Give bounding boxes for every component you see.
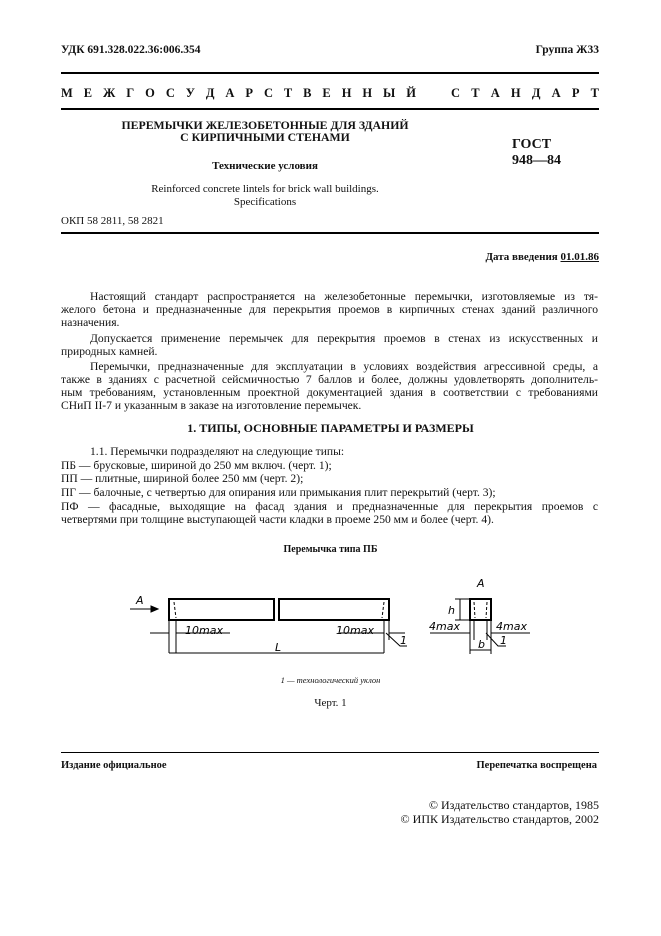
banner-left	[61, 86, 416, 101]
dim-4max-right: 4max	[496, 620, 527, 633]
banner-letter: Ж	[103, 86, 116, 100]
dim-width: b	[478, 638, 485, 651]
paragraph-line: назначения.	[61, 316, 120, 329]
banner-letter: Н	[510, 86, 521, 100]
callout-1-section: 1	[500, 634, 507, 647]
figure-caption: Черт. 1	[314, 697, 347, 709]
list-line: ПБ — брусковые, шириной до 250 мм включ. (черт. 1);	[61, 459, 332, 472]
banner-letter: О	[145, 86, 155, 100]
banner-letter: Т	[283, 86, 293, 100]
banner-letter: Н	[341, 86, 352, 100]
banner-letter: Р	[245, 86, 254, 100]
banner-letter: Д	[205, 86, 215, 100]
subtitle: Технические условия	[212, 160, 318, 172]
banner-letter: Т	[590, 86, 599, 100]
dim-10max-left: 10max	[185, 624, 223, 637]
banner-letter: Н	[362, 86, 373, 100]
beam-left-segment	[169, 599, 274, 620]
banner-letter: С	[165, 86, 175, 100]
banner-letter: Ы	[383, 86, 396, 100]
divider	[61, 232, 599, 234]
paragraph-line: Допускается применение перемычек для перекрытия проемов в стенах из искусственных и	[90, 332, 598, 345]
copyright-2002: © ИПК Издательство стандартов, 2002	[400, 812, 599, 826]
banner-letter: С	[263, 86, 273, 100]
divider	[61, 752, 599, 753]
introduction-date	[485, 251, 599, 263]
banner-letter: Й	[406, 86, 416, 100]
okp-code: ОКП 58 2811, 58 2821	[61, 215, 164, 227]
beam-right-segment	[279, 599, 389, 620]
gost-label: ГОСТ	[512, 137, 552, 152]
banner-letter: В	[303, 86, 312, 100]
banner-letter: Д	[531, 86, 541, 100]
title-line-2: С КИРПИЧНЫМИ СТЕНАМИ	[180, 130, 350, 144]
paragraph-line: Настоящий стандарт распространяется на железобетонные перемычки, изготовляемые из тя-	[90, 290, 598, 303]
paragraph-line: ным требованиям, установленным проектной документацией здания в соответствии с требованиями	[61, 386, 598, 399]
standard-banner	[61, 86, 599, 101]
dim-10max-right: 10max	[336, 624, 374, 637]
official-edition: Издание официальное	[61, 760, 167, 771]
reprint-notice: Перепечатка воспрещена	[476, 760, 597, 771]
banner-letter: Т	[471, 86, 480, 100]
udk-code: УДК 691.328.022.36:006.354	[61, 44, 201, 56]
section-view	[470, 599, 491, 620]
banner-letter: Е	[83, 86, 93, 100]
view-label: A	[136, 594, 144, 607]
date-label: Дата введения	[485, 251, 558, 263]
list-line: 1.1. Перемычки подразделяют на следующие типы:	[90, 445, 345, 458]
dim-length: L	[275, 641, 282, 654]
banner-letter: М	[61, 86, 73, 100]
dim-height: h	[448, 604, 455, 617]
paragraph-line: природных камней.	[61, 345, 158, 358]
banner-letter: С	[451, 86, 461, 100]
paragraph-line: желого бетона и предназначенные для перекрытия проемов в кирпичных стенах зданий различного	[61, 303, 598, 316]
list-line: ПФ — фасадные, выходящие на фасад здания и предназначенные для перекрытия проемов с	[61, 500, 598, 513]
english-title-2: Specifications	[233, 196, 297, 208]
section-heading: 1. ТИПЫ, ОСНОВНЫЕ ПАРАМЕТРЫ И РАЗМЕРЫ	[187, 421, 474, 435]
figure-legend: 1 — технологический уклон	[280, 675, 381, 685]
dim-4max-left: 4max	[429, 620, 460, 633]
banner-letter: У	[185, 86, 195, 100]
list-line: ПП — плитные, шириной более 250 мм (черт. 2);	[61, 472, 304, 485]
gost-number: 948—84	[512, 153, 561, 168]
paragraph-line: также в зданиях с расчетной сейсмичностью 7 баллов и более, должны удовлетворять дополнитель-	[61, 373, 598, 386]
list-line: ПГ — балочные, с четвертью для опирания или примыкания плит перекрытий (черт. 3);	[61, 486, 496, 499]
list-line: четвертями при толщине выступающей части кладки в проеме 250 мм и более (черт. 4).	[61, 513, 494, 526]
group-code: Группа Ж33	[535, 44, 599, 56]
banner-letter: А	[490, 86, 500, 100]
title-line-1: ПЕРЕМЫЧКИ ЖЕЛЕЗОБЕТОННЫЕ ДЛЯ ЗДАНИЙ	[121, 118, 409, 132]
banner-letter: Р	[571, 86, 580, 100]
figure-title: Перемычка типа ПБ	[283, 544, 378, 555]
date-value: 01.01.86	[560, 251, 599, 263]
callout-1: 1	[400, 634, 407, 647]
banner-letter: Г	[126, 86, 135, 100]
paragraph-line: СНиП II-7 и указанным в заказе на изготовление перемычек.	[61, 399, 362, 412]
copyright-1985: © Издательство стандартов, 1985	[428, 798, 599, 812]
banner-right	[451, 86, 599, 101]
english-title-1: Reinforced concrete lintels for brick wall buildings.	[151, 183, 379, 195]
banner-letter: Е	[322, 86, 331, 100]
paragraph-line: Перемычки, предназначенные для эксплуатации в условиях воздействия агрессивной среды, а	[90, 360, 598, 373]
section-label: A	[477, 577, 485, 590]
lintel-drawing	[0, 560, 661, 670]
divider	[61, 108, 599, 110]
banner-letter: А	[551, 86, 561, 100]
divider	[61, 72, 599, 74]
banner-letter: А	[225, 86, 235, 100]
